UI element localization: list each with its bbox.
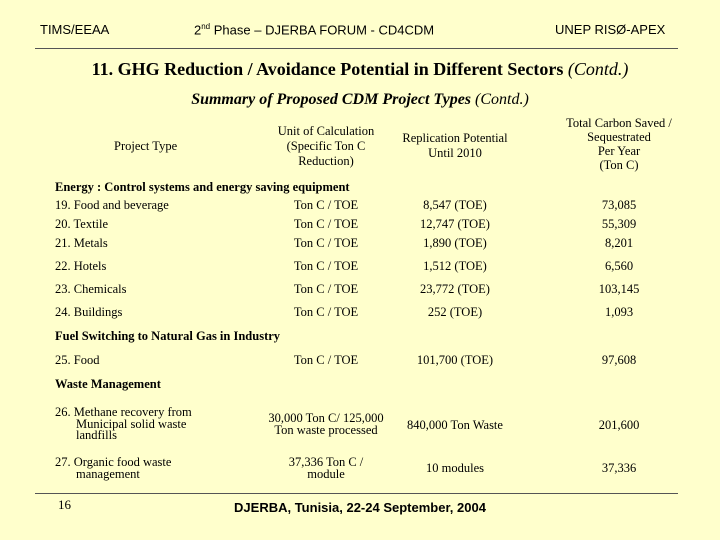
slide-title: 11. GHG Reduction / Avoidance Potential in Different Sectors (Contd.): [91, 59, 629, 79]
header-left: TIMS/EEAA: [40, 22, 110, 37]
slide-subtitle: Summary of Proposed CDM Project Types (Contd.): [191, 91, 529, 108]
header-center: 2nd Phase – DJERBA FORUM - CD4CDM: [194, 22, 435, 38]
col-header-replication: Replication Potential Until 2010: [402, 131, 508, 160]
section-waste-management: Waste Management: [55, 377, 161, 391]
footer-divider: [35, 493, 678, 494]
page-number: 16: [58, 497, 71, 512]
section-energy: Energy : Control systems and energy saving equipment: [55, 180, 350, 194]
header-right: UNEP RISØ-APEX: [555, 22, 666, 37]
header-divider: [35, 48, 678, 49]
footer-text: DJERBA, Tunisia, 22-24 September, 2004: [234, 500, 486, 515]
col-header-total-carbon: Total Carbon Saved / Sequestrated Per Year (Ton C): [566, 116, 672, 172]
section-fuel-switching: Fuel Switching to Natural Gas in Industry: [55, 329, 281, 343]
col-header-unit: Unit of Calculation (Specific Ton C Reduction): [277, 124, 375, 168]
col-header-project-type: Project Type: [114, 139, 178, 153]
